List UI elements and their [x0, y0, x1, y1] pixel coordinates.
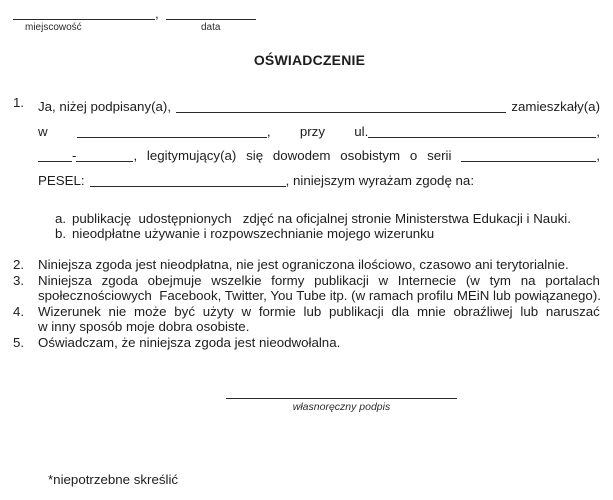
word: obejmuje: [147, 272, 202, 288]
postal-code-blank-2: [76, 149, 133, 162]
word: wszelkie: [211, 272, 262, 288]
word: Niniejsza: [38, 272, 92, 288]
word: użyty: [202, 303, 234, 319]
word: (w: [465, 272, 480, 288]
word: osobistym: [340, 148, 401, 163]
word: w: [378, 272, 389, 288]
word: obraźliwej: [453, 303, 513, 319]
item-1-number: 1.: [13, 95, 25, 110]
word: się: [246, 148, 264, 163]
word: Internecie: [397, 272, 457, 288]
word: publikacji: [329, 303, 384, 319]
subitem-a: [55, 211, 600, 226]
item-1-line-1-text: Ja, niżej podpisany(a),: [38, 99, 172, 114]
signature-caption: własnoręczny podpis: [292, 401, 391, 413]
comma: ,: [596, 123, 600, 139]
item-3-number: 3.: [13, 272, 25, 288]
declaration-item-5: [13, 335, 600, 351]
document-title: OŚWIADCZENIE: [253, 52, 366, 68]
word: dowodem: [272, 148, 331, 163]
word: może: [134, 303, 167, 319]
pesel-label: PESEL:: [38, 172, 85, 188]
header-place-date: [13, 5, 256, 33]
item-1-line-3: [38, 144, 600, 169]
place-blank-line: [13, 7, 155, 20]
subitem-a-text: publikację udostępnionych zdjęć na oficjalnej stronie Ministerstwa Edukacji i Nauki.: [72, 211, 571, 226]
item-4-line-2: w inny sposób moje dobra osobiste.: [38, 319, 250, 334]
declaration-item-1: [13, 95, 600, 193]
subitem-b: [55, 226, 600, 241]
signature-blank-line: [226, 398, 457, 399]
footnote-strike-unneeded: *niepotrzebne skreślić: [48, 472, 179, 487]
word: o: [409, 148, 418, 163]
pesel-blank-line: [90, 174, 286, 187]
declaration-item-3: [13, 273, 600, 304]
date-column: [166, 5, 256, 33]
street-blank-line: [368, 125, 596, 138]
item-1-line-1-end: zamieszkały(a): [511, 99, 600, 114]
comma: ,: [266, 123, 271, 139]
word: dla: [391, 303, 410, 319]
comma: ,: [133, 148, 138, 163]
word: legitymujący(a): [146, 148, 237, 163]
item-3-line-2: społecznościowych Facebook, Twitter, You Tube itp. (w ramach profilu MEiN lub powiązanego).: [38, 288, 601, 303]
date-label: data: [200, 22, 221, 33]
place-date-separator: ,: [155, 6, 159, 21]
word: Wizerunek: [38, 303, 101, 319]
item-2-number: 2.: [13, 257, 25, 272]
consent-subitems: [55, 211, 600, 241]
postal-code-blank-1: [38, 149, 72, 162]
word: formie: [258, 303, 296, 319]
item-5-number: 5.: [13, 334, 25, 350]
item-1-body: [38, 95, 600, 193]
comma: ,: [596, 148, 600, 163]
item-2-text: Niniejsza zgoda jest nieodpłatna, nie jest ograniczona ilościowo, czasowo ani terytorialnie.: [38, 257, 569, 272]
id-series-blank-line: [461, 149, 596, 162]
item-1-line-1: [38, 95, 600, 120]
name-blank-line: [176, 100, 506, 113]
word: mnie: [416, 303, 446, 319]
word: na: [520, 272, 536, 288]
place-label: miejscowość: [25, 22, 82, 33]
word-przy: przy: [299, 123, 325, 139]
word: lub: [520, 303, 539, 319]
word: tym: [489, 272, 512, 288]
word: w: [241, 303, 252, 319]
item-1-line-4-end: , niniejszym wyrażam zgodę na:: [285, 172, 475, 188]
word: być: [174, 303, 195, 319]
subitem-b-marker: b.: [55, 226, 67, 241]
declaration-item-4: [13, 304, 600, 335]
word: naruszać: [545, 303, 600, 319]
word: portalach: [545, 272, 600, 288]
item-1-line-2: [38, 120, 600, 145]
date-blank-line: [166, 7, 256, 20]
item-3-line-1: [38, 273, 600, 289]
item-4-line-1: [38, 304, 600, 320]
signature-block: [226, 398, 457, 413]
word: serii: [427, 148, 452, 163]
subitem-a-marker: a.: [55, 211, 67, 226]
declaration-items-2-5: [13, 257, 600, 350]
word: publikacji: [314, 272, 369, 288]
word: formy: [271, 272, 305, 288]
subitem-b-text: nieodpłatne używanie i rozpowszechnianie mojego wizerunku: [72, 226, 435, 241]
item-4-number: 4.: [13, 303, 25, 319]
word: lub: [303, 303, 322, 319]
word: zgoda: [101, 272, 138, 288]
item-5-text: Oświadczam, że niniejsza zgoda jest nieodwołalna.: [38, 334, 341, 350]
item-1-line-4: [38, 169, 600, 194]
city-blank-line: [77, 125, 267, 138]
word-ul: ul.: [354, 123, 369, 139]
declaration-item-2: [13, 257, 600, 273]
word: nie: [108, 303, 127, 319]
dash: -: [72, 148, 77, 163]
word-w: w: [38, 123, 48, 139]
place-column: [13, 5, 159, 33]
